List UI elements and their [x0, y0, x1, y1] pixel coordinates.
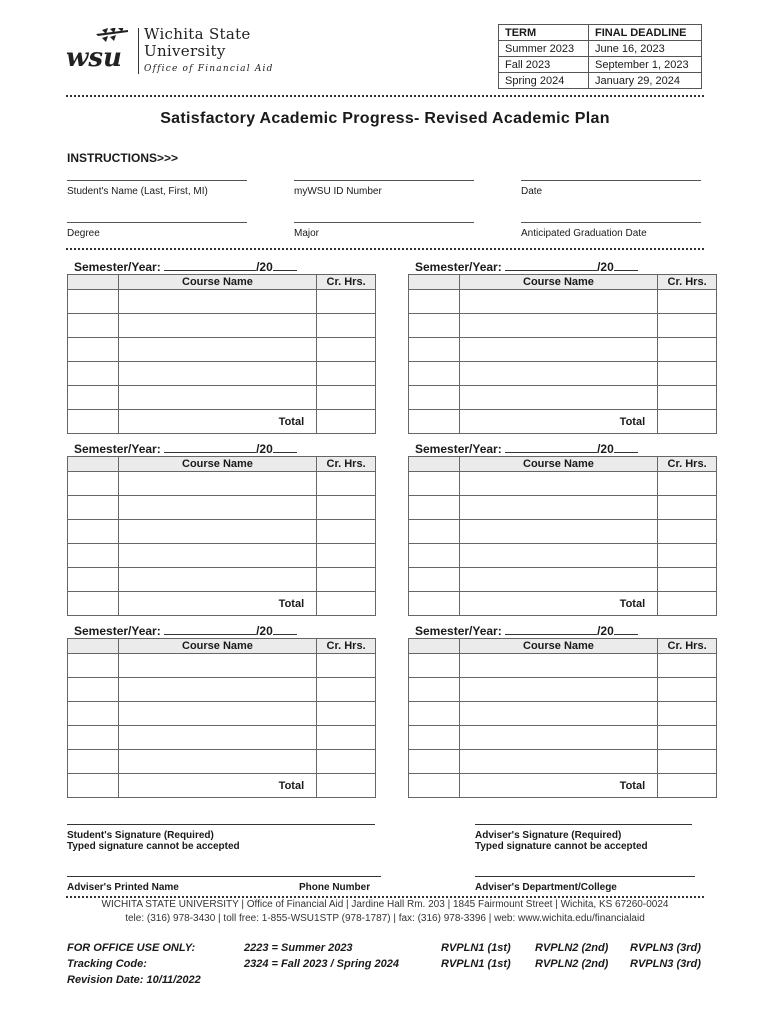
semester-blank[interactable] [164, 625, 256, 635]
course-name-cell[interactable] [459, 496, 657, 520]
signature-line [67, 824, 375, 825]
semester-year-field[interactable] [74, 442, 377, 456]
rvpln-code: RVPLN1 (1st) [441, 942, 511, 954]
field-label: Degree [67, 228, 100, 239]
semester-year-label: Semester/Year: [74, 260, 161, 274]
footer-address: WICHITA STATE UNIVERSITY | Office of Financial Aid | Jardine Hall Rm. 203 | 1845 Fairmount Street | Wichita, KS 67260-0024 [101, 899, 669, 910]
course-code-cell[interactable] [409, 544, 460, 568]
adviser-name-label: Adviser's Printed Name [67, 882, 179, 893]
credit-hours-cell[interactable] [658, 362, 717, 386]
major-field[interactable] [294, 222, 474, 239]
course-row [68, 496, 376, 520]
department-name: Office of Financial Aid [144, 64, 274, 74]
course-name-cell[interactable] [459, 314, 657, 338]
course-name-header: Course Name [459, 639, 657, 654]
total-hours-cell[interactable] [658, 410, 717, 434]
adviser-signature-note: Typed signature cannot be accepted [475, 841, 648, 852]
course-name-cell[interactable] [459, 678, 657, 702]
deadline-cell: June 16, 2023 [589, 41, 702, 57]
semester-block [408, 624, 718, 798]
course-name-cell[interactable] [118, 386, 316, 410]
course-code-cell[interactable] [68, 678, 119, 702]
student-name-field[interactable] [67, 180, 247, 197]
office-use-label: FOR OFFICE USE ONLY: [67, 942, 196, 954]
course-name-cell[interactable] [118, 290, 316, 314]
org-line-2: University [144, 42, 226, 60]
course-code-cell[interactable] [409, 496, 460, 520]
course-header-row [409, 275, 717, 290]
semester-year-label: Semester/Year: [415, 442, 502, 456]
credit-hours-cell[interactable] [317, 750, 376, 774]
course-row [409, 520, 717, 544]
course-row [409, 362, 717, 386]
course-name-cell[interactable] [118, 314, 316, 338]
course-code-cell[interactable] [409, 654, 460, 678]
credit-hours-cell[interactable] [658, 654, 717, 678]
course-name-header: Course Name [118, 639, 316, 654]
credit-hours-header: Cr. Hrs. [317, 639, 376, 654]
total-row [68, 410, 376, 434]
course-name-cell[interactable] [459, 568, 657, 592]
total-label: Total [118, 410, 316, 434]
term-cell: Spring 2024 [499, 73, 589, 89]
semester-year-field[interactable] [415, 442, 718, 456]
course-name-cell[interactable] [118, 472, 316, 496]
course-code-cell[interactable] [68, 386, 119, 410]
course-code-cell[interactable] [409, 520, 460, 544]
id-number-field[interactable] [294, 180, 474, 197]
course-code-cell[interactable] [409, 726, 460, 750]
course-header-row [409, 639, 717, 654]
term-code: 2324 = Fall 2023 / Spring 2024 [244, 958, 400, 970]
semester-year-label: Semester/Year: [415, 260, 502, 274]
course-name-header: Course Name [459, 275, 657, 290]
year-prefix: /20 [256, 260, 273, 274]
course-name-cell[interactable] [118, 496, 316, 520]
course-row [409, 338, 717, 362]
course-code-cell[interactable] [409, 338, 460, 362]
signature-line [475, 876, 695, 877]
credit-hours-cell[interactable] [658, 314, 717, 338]
semester-blank[interactable] [505, 625, 597, 635]
semester-year-field[interactable] [415, 624, 718, 638]
semester-blank[interactable] [505, 443, 597, 453]
field-line [521, 222, 701, 223]
total-label: Total [459, 592, 657, 616]
course-row [409, 496, 717, 520]
course-name-cell[interactable] [459, 520, 657, 544]
semester-year-label: Semester/Year: [74, 624, 161, 638]
rvpln-code: RVPLN2 (2nd) [535, 942, 609, 954]
semester-block [67, 442, 377, 616]
course-row [68, 726, 376, 750]
course-row [68, 362, 376, 386]
course-code-cell[interactable] [68, 362, 119, 386]
course-name-cell[interactable] [459, 472, 657, 496]
year-prefix: /20 [256, 624, 273, 638]
rvpln-code: RVPLN1 (1st) [441, 958, 511, 970]
field-label: myWSU ID Number [294, 186, 382, 197]
credit-hours-cell[interactable] [658, 750, 717, 774]
credit-hours-cell[interactable] [317, 386, 376, 410]
course-name-cell[interactable] [459, 386, 657, 410]
course-table [408, 638, 717, 798]
total-hours-cell[interactable] [658, 592, 717, 616]
course-table [67, 274, 376, 434]
course-name-cell[interactable] [459, 726, 657, 750]
year-blank[interactable] [614, 261, 638, 271]
signature-line [475, 824, 692, 825]
year-prefix: /20 [597, 260, 614, 274]
course-name-cell[interactable] [459, 544, 657, 568]
course-row [409, 750, 717, 774]
credit-hours-cell[interactable] [658, 702, 717, 726]
course-row [68, 314, 376, 338]
total-row [68, 592, 376, 616]
total-label: Total [459, 410, 657, 434]
course-code-cell[interactable] [68, 520, 119, 544]
adviser-signature-label: Adviser's Signature (Required) [475, 830, 622, 841]
semester-block [67, 260, 377, 434]
year-prefix: /20 [597, 624, 614, 638]
total-hours-cell[interactable] [317, 774, 376, 798]
course-name-cell[interactable] [118, 544, 316, 568]
course-row [409, 702, 717, 726]
course-row [409, 290, 717, 314]
credit-hours-cell[interactable] [317, 496, 376, 520]
course-code-cell[interactable] [409, 386, 460, 410]
course-code-cell[interactable] [68, 702, 119, 726]
university-name [144, 26, 251, 60]
field-label: Date [521, 186, 543, 197]
credit-hours-cell[interactable] [658, 290, 717, 314]
credit-hours-cell[interactable] [658, 386, 717, 410]
course-row [68, 472, 376, 496]
course-code-cell[interactable] [68, 290, 119, 314]
term-cell: Summer 2023 [499, 41, 589, 57]
total-row [68, 774, 376, 798]
credit-hours-cell[interactable] [317, 314, 376, 338]
total-row [409, 410, 717, 434]
total-blank-cell [68, 592, 119, 616]
total-blank-cell [68, 410, 119, 434]
dotted-divider [66, 95, 704, 97]
credit-hours-cell[interactable] [658, 338, 717, 362]
field-label: Major [294, 228, 320, 239]
total-label: Total [118, 774, 316, 798]
date-field[interactable] [521, 180, 701, 197]
credit-hours-cell[interactable] [317, 678, 376, 702]
course-code-cell[interactable] [68, 726, 119, 750]
svg-text:wsu: wsu [66, 43, 122, 70]
field-line [67, 222, 247, 223]
credit-hours-cell[interactable] [317, 654, 376, 678]
blank-header [409, 275, 460, 290]
course-table [408, 456, 717, 616]
course-row [68, 544, 376, 568]
course-row [409, 386, 717, 410]
credit-hours-header: Cr. Hrs. [317, 457, 376, 472]
course-name-cell[interactable] [118, 726, 316, 750]
blank-header [68, 275, 119, 290]
footer-contact: tele: (316) 978-3430 | toll free: 1-855-WSU1STP (978-1787) | fax: (316) 978-3396 | web: www.wichita.edu/financialaid [125, 913, 645, 924]
course-name-cell[interactable] [459, 290, 657, 314]
course-code-cell[interactable] [68, 568, 119, 592]
total-blank-cell [68, 774, 119, 798]
year-blank[interactable] [273, 443, 297, 453]
field-line [67, 180, 247, 181]
course-table [67, 456, 376, 616]
wsu-logo [66, 24, 286, 80]
blank-header [68, 639, 119, 654]
deadline-header: FINAL DEADLINE [589, 25, 702, 41]
course-row [68, 568, 376, 592]
adviser-department-field[interactable] [475, 876, 695, 893]
revision-date: Revision Date: 10/11/2022 [67, 974, 201, 986]
semester-blank[interactable] [505, 261, 597, 271]
semester-year-field[interactable] [415, 260, 718, 274]
credit-hours-header: Cr. Hrs. [658, 457, 717, 472]
course-row [68, 702, 376, 726]
term-codes [244, 940, 399, 972]
course-header-row [68, 457, 376, 472]
credit-hours-cell[interactable] [317, 362, 376, 386]
year-prefix: /20 [597, 442, 614, 456]
wsu-wheat-logo-icon [66, 28, 130, 70]
course-name-cell[interactable] [459, 362, 657, 386]
deadline-cell: September 1, 2023 [589, 57, 702, 73]
course-row [409, 654, 717, 678]
student-signature-field[interactable] [67, 824, 375, 852]
blank-header [409, 639, 460, 654]
total-blank-cell [409, 410, 460, 434]
credit-hours-cell[interactable] [658, 544, 717, 568]
student-signature-label: Student's Signature (Required) [67, 830, 214, 841]
credit-hours-cell[interactable] [658, 568, 717, 592]
student-signature-note: Typed signature cannot be accepted [67, 841, 240, 852]
semester-block [408, 442, 718, 616]
deadline-row [499, 57, 702, 73]
course-name-cell[interactable] [118, 362, 316, 386]
year-blank[interactable] [614, 443, 638, 453]
term-cell: Fall 2023 [499, 57, 589, 73]
course-row [68, 338, 376, 362]
signature-line [67, 876, 381, 877]
credit-hours-cell[interactable] [658, 726, 717, 750]
course-code-cell[interactable] [68, 654, 119, 678]
credit-hours-cell[interactable] [317, 568, 376, 592]
course-name-cell[interactable] [118, 338, 316, 362]
rvpln3-codes [630, 940, 701, 972]
deadline-row [499, 73, 702, 89]
credit-hours-cell[interactable] [317, 472, 376, 496]
course-name-header: Course Name [118, 275, 316, 290]
semester-year-field[interactable] [74, 624, 377, 638]
year-blank[interactable] [273, 261, 297, 271]
course-code-cell[interactable] [409, 314, 460, 338]
course-row [409, 314, 717, 338]
course-header-row [409, 457, 717, 472]
instructions-heading: INSTRUCTIONS>>> [67, 151, 179, 165]
field-label: Student's Name (Last, First, MI) [67, 186, 208, 197]
course-row [409, 726, 717, 750]
field-line [294, 222, 474, 223]
semester-block [408, 260, 718, 434]
deadline-header-row [499, 25, 702, 41]
department-label: Adviser's Department/College [475, 882, 617, 893]
page-title: Satisfactory Academic Progress- Revised Academic Plan [160, 110, 610, 127]
credit-hours-header: Cr. Hrs. [658, 639, 717, 654]
course-name-cell[interactable] [459, 750, 657, 774]
course-name-cell[interactable] [118, 568, 316, 592]
credit-hours-cell[interactable] [317, 726, 376, 750]
field-label: Anticipated Graduation Date [521, 228, 647, 239]
rvpln-code: RVPLN3 (3rd) [630, 942, 701, 954]
course-name-cell[interactable] [118, 750, 316, 774]
course-name-cell[interactable] [118, 678, 316, 702]
semester-block [67, 624, 377, 798]
course-table [67, 638, 376, 798]
course-code-cell[interactable] [409, 568, 460, 592]
course-row [409, 568, 717, 592]
credit-hours-cell[interactable] [658, 678, 717, 702]
course-row [68, 678, 376, 702]
rvpln1-codes [441, 940, 511, 972]
year-blank[interactable] [273, 625, 297, 635]
course-code-cell[interactable] [68, 472, 119, 496]
credit-hours-cell[interactable] [658, 496, 717, 520]
credit-hours-cell[interactable] [317, 544, 376, 568]
tracking-code-label: Tracking Code: [67, 958, 147, 970]
course-code-cell[interactable] [68, 314, 119, 338]
course-row [68, 290, 376, 314]
total-row [409, 592, 717, 616]
course-code-cell[interactable] [68, 338, 119, 362]
office-use-labels [67, 940, 201, 988]
course-name-cell[interactable] [118, 654, 316, 678]
total-blank-cell [409, 774, 460, 798]
course-code-cell[interactable] [409, 362, 460, 386]
year-prefix: /20 [256, 442, 273, 456]
course-header-row [68, 639, 376, 654]
course-name-cell[interactable] [459, 702, 657, 726]
term-header: TERM [499, 25, 589, 41]
course-row [409, 472, 717, 496]
deadline-row [499, 41, 702, 57]
credit-hours-cell[interactable] [317, 520, 376, 544]
course-header-row [68, 275, 376, 290]
year-blank[interactable] [614, 625, 638, 635]
course-code-cell[interactable] [409, 472, 460, 496]
course-code-cell[interactable] [68, 544, 119, 568]
logo-divider [138, 28, 139, 74]
course-code-cell[interactable] [409, 290, 460, 314]
total-hours-cell[interactable] [658, 774, 717, 798]
total-hours-cell[interactable] [317, 592, 376, 616]
semester-blank[interactable] [164, 443, 256, 453]
course-name-cell[interactable] [118, 520, 316, 544]
credit-hours-header: Cr. Hrs. [658, 275, 717, 290]
credit-hours-cell[interactable] [658, 472, 717, 496]
course-code-cell[interactable] [68, 496, 119, 520]
blank-header [68, 457, 119, 472]
adviser-signature-field[interactable] [475, 824, 692, 852]
field-line [294, 180, 474, 181]
course-name-header: Course Name [118, 457, 316, 472]
semester-year-label: Semester/Year: [74, 442, 161, 456]
total-label: Total [459, 774, 657, 798]
phone-label: Phone Number [299, 882, 371, 893]
total-blank-cell [409, 592, 460, 616]
course-row [68, 750, 376, 774]
rvpln2-codes [535, 940, 608, 972]
adviser-name-field[interactable] [67, 876, 381, 894]
deadline-table [498, 24, 702, 89]
course-code-cell[interactable] [409, 678, 460, 702]
credit-hours-header: Cr. Hrs. [317, 275, 376, 290]
dotted-divider [66, 896, 704, 898]
deadline-cell: January 29, 2024 [589, 73, 702, 89]
dotted-divider [66, 248, 704, 250]
credit-hours-cell[interactable] [317, 338, 376, 362]
course-row [68, 654, 376, 678]
course-name-cell[interactable] [118, 702, 316, 726]
course-code-cell[interactable] [409, 750, 460, 774]
course-row [68, 386, 376, 410]
graduation-date-field[interactable] [521, 222, 701, 239]
credit-hours-cell[interactable] [317, 702, 376, 726]
semester-year-field[interactable] [74, 260, 377, 274]
course-code-cell[interactable] [68, 750, 119, 774]
semester-year-label: Semester/Year: [415, 624, 502, 638]
course-name-cell[interactable] [459, 654, 657, 678]
total-hours-cell[interactable] [317, 410, 376, 434]
credit-hours-cell[interactable] [317, 290, 376, 314]
course-code-cell[interactable] [409, 702, 460, 726]
degree-field[interactable] [67, 222, 247, 239]
course-name-cell[interactable] [459, 338, 657, 362]
course-row [409, 678, 717, 702]
total-label: Total [118, 592, 316, 616]
course-table [408, 274, 717, 434]
org-line-1: Wichita State [144, 25, 251, 43]
course-row [68, 520, 376, 544]
term-code: 2223 = Summer 2023 [244, 942, 353, 954]
blank-header [409, 457, 460, 472]
rvpln-code: RVPLN3 (3rd) [630, 958, 701, 970]
field-line [521, 180, 701, 181]
semester-blank[interactable] [164, 261, 256, 271]
course-row [409, 544, 717, 568]
course-name-header: Course Name [459, 457, 657, 472]
credit-hours-cell[interactable] [658, 520, 717, 544]
total-row [409, 774, 717, 798]
rvpln-code: RVPLN2 (2nd) [535, 958, 609, 970]
